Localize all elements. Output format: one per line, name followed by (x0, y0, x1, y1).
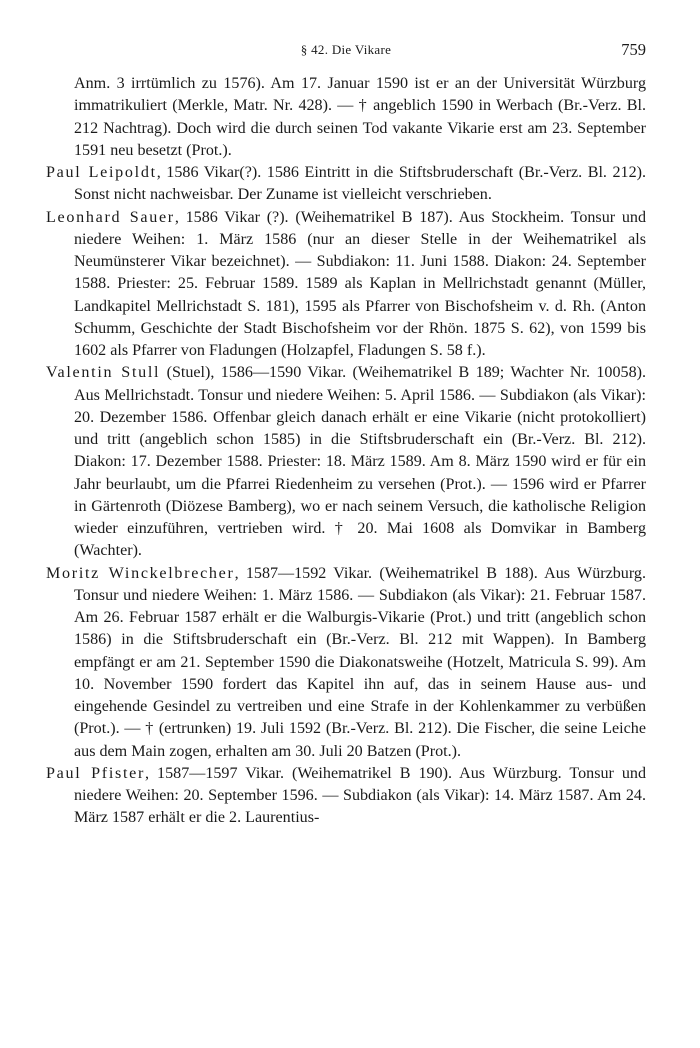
entry-text: Anm. 3 irrtümlich zu 1576). Am 17. Januar 1590 ist er an der Universität Würzburg immatrikuliert (Merkle, Matr. Nr. 428). — † angeblich 1590 in Werbach (Br.-Verz. Bl. 212 Nachtrag). Doch wird die durch seinen Tod vakante Vikarie erst am 23. September 1591 neu besetzt (Prot.). (74, 75, 646, 159)
entry-paul-leipoldt (46, 162, 646, 207)
entry-text: (Stuel), 1586—1590 Vikar. (Weihematrikel B 189; Wachter Nr. 10058). Aus Mellrichstadt. Tonsur und niedere Weihen: 5. April 1586. — Subdiakon (als Vikar): 20. Dezember 1586. Offenbar gleich danach erhält er eine Vikarie (nicht protokolliert) und tritt (angeblich schon 1585) in die Stiftsbruderschaft ein (Br.-Verz. Bl. 212). Diakon: 17. Dezember 1588. Priester: 18. März 1589. Am 8. März 1590 wird er für ein Jahr beurlaubt, um die Pfarrei Riedenheim zu versehen (Prot.). — 1596 wird er Pfarrer in Gärtenroth (Diözese Bamberg), wo er nach seinem Versuch, die katholische Religion wieder einzuführen, vertrieben wird. † 20. Mai 1608 als Domvikar in Bamberg (Wachter). (74, 364, 646, 560)
entry-text: , 1586 Vikar (?). (Weihematrikel B 187). Aus Stockheim. Tonsur und niedere Weihen: 1. März 1586 (nur an dieser Stelle in der Weihematrikel als Neumünsterer Vikar bezeichnet). — Subdiakon: 11. Juni 1588. Diakon: 24. September 1588. Priester: 25. Februar 1589. 1589 als Kaplan in Mellrichstadt genannt (Müller, Landkapitel Mellrichstadt S. 181), 1595 als Pfarrer von Bischofsheim v. d. Rh. (Anton Schumm, Geschichte der Stadt Bischofsheim vor der Rhön. 1875 S. 62), von 1599 bis 1602 als Pfarrer von Fladungen (Holzapfel, Fladungen S. 58 f.). (74, 208, 646, 359)
page-body (46, 73, 646, 830)
entry-name: Moritz Winckelbrecher (46, 564, 235, 582)
entry-text: , 1587—1592 Vikar. (Weihematrikel B 188). Aus Würzburg. Tonsur und niedere Weihen: 1. März 1586. — Subdiakon (als Vikar): 21. Februar 1587. Am 26. Februar 1587 erhält er die Walburgis-Vikarie (Prot.) und tritt (angeblich schon 1586) in die Stiftsbruderschaft ein (Br.-Verz. Bl. 212 mit Wappen). In Bamberg empfängt er am 21. September 1590 die Diakonatsweihe (Hotzelt, Matricula S. 99). Am 10. November 1590 fordert das Kapitel ihn auf, das in seinem Hause aus- und eingehende Gesindel zu vertreiben und eine Strafe in der Kohlenkammer zu verbüßen (Prot.). — † (ertrunken) 19. Juli 1592 (Br.-Verz. Bl. 212). Die Fischer, die seine Leiche aus dem Main zogen, erhalten am 30. Juli 20 Batzen (Prot.). (74, 564, 646, 760)
entry-name: Leonhard Sauer (46, 208, 175, 226)
entry-continuation (46, 73, 646, 162)
entry-leonhard-sauer (46, 207, 646, 363)
entry-name: Paul Pfister (46, 764, 146, 782)
page-header (46, 40, 646, 64)
running-head: § 42. Die Vikare (300, 42, 392, 57)
entry-valentin-stull (46, 362, 646, 562)
entry-moritz-winckelbrecher (46, 563, 646, 763)
entry-text: , 1587—1597 Vikar. (Weihematrikel B 190). Aus Würzburg. Tonsur und niedere Weihen: 20. September 1596. — Subdiakon (als Vikar): 14. März 1587. Am 24. März 1587 erhält er die 2. Laurentius- (74, 764, 646, 827)
page-number: 759 (621, 40, 646, 59)
entry-paul-pfister (46, 763, 646, 830)
entry-text: , 1586 Vikar(?). 1586 Eintritt in die Stiftsbruderschaft (Br.-Verz. Bl. 212). Sonst nicht nachweisbar. Der Zuname ist vielleicht verschrieben. (74, 164, 646, 204)
entry-name: Paul Leipoldt (46, 164, 157, 181)
entry-name: Valentin Stull (46, 364, 161, 382)
